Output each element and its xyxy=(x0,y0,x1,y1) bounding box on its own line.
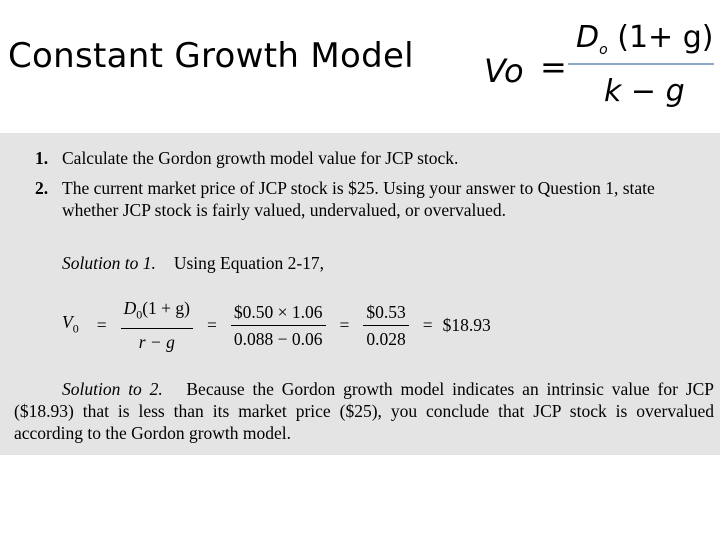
formula-denominator: k − g xyxy=(604,74,685,109)
equals-sign: = xyxy=(96,315,107,335)
question-number: 1. xyxy=(35,148,49,168)
formula-numerator xyxy=(576,20,713,58)
solution-text: Using Equation 2-17, xyxy=(173,253,325,273)
question-text: Calculate the Gordon growth model value for JCP stock. xyxy=(62,148,459,168)
formula-growth: (1+ g) xyxy=(617,20,714,55)
fraction-formula: $\frac{D_0(1 + g)}{r - g}$ xyxy=(121,297,193,353)
formula-d0: D xyxy=(576,20,600,55)
solution-1 xyxy=(62,252,324,274)
formula-fraction-bar xyxy=(568,63,714,65)
solution-label: Solution to 1. xyxy=(62,253,156,273)
equation-result: $18.93 xyxy=(442,315,491,335)
formula-lhs: Vo xyxy=(484,52,524,90)
solution-2 xyxy=(14,378,714,444)
formula-equals: = xyxy=(540,48,567,86)
solution-label: Solution to 2. xyxy=(62,379,163,399)
formula-d0-sub: o xyxy=(599,42,608,58)
solution-text: Because the Gordon growth model indicates an intrinsic value for JCP ($18.93) that is less than its market price ($25), you conclude that JCP stock is overvalued according to the Gordon growth model. xyxy=(14,379,715,443)
textbook-excerpt xyxy=(0,133,720,455)
equals-sign: = xyxy=(339,315,350,335)
fraction-simplified: $\frac{\$0.53}{0.028}$ xyxy=(363,301,408,350)
slide-title: Constant Growth Model xyxy=(8,36,414,76)
equals-sign: = xyxy=(207,315,217,335)
equation-lhs: $V_0$ xyxy=(62,311,79,336)
fraction-substituted: $\frac{\$0.50 \times 1.06}{0.088 - 0.06}$ xyxy=(231,301,326,350)
equals-sign: = xyxy=(422,315,433,335)
question-number: 2. xyxy=(35,178,49,198)
question-text: The current market price of JCP stock is $25. Using your answer to Question 1, state whether JCP stock is fairly valued, undervalued, or overvalued. xyxy=(62,178,655,220)
gordon-equation xyxy=(62,297,491,353)
header-formula xyxy=(484,18,720,118)
